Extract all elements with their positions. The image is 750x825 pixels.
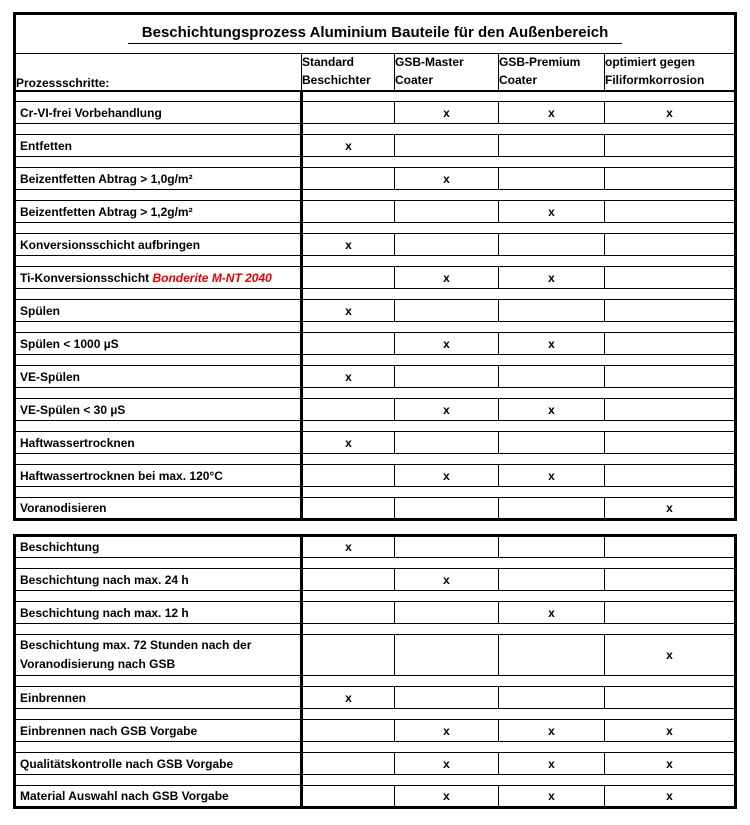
spacer-merged-cell [302, 421, 736, 432]
spacer-row [15, 676, 736, 687]
spacer-label-cell [15, 709, 302, 720]
mark-cell-empty [395, 234, 499, 256]
mark-cell-checked: x [395, 465, 499, 487]
step-label: Konversionsschicht aufbringen [20, 237, 201, 252]
step-label-line2: Voranodisierung nach GSB [20, 657, 176, 671]
title-cell [15, 14, 736, 54]
mark-cell-empty [605, 267, 736, 289]
mark-cell-checked: x [302, 536, 395, 558]
process-step-row [15, 432, 736, 454]
spacer-label-cell [15, 91, 302, 102]
spacer-merged-cell [302, 322, 736, 333]
mark-cell-checked: x [302, 366, 395, 388]
header-col-line2: Coater [499, 72, 538, 87]
spacer-label-cell [15, 421, 302, 432]
spacer-label-cell [15, 124, 302, 135]
mark-cell-checked: x [395, 753, 499, 775]
spacer-merged-cell [302, 190, 736, 201]
mark-cell-checked: x [499, 333, 605, 355]
step-label-cell [15, 399, 302, 421]
step-label: Beschichtung nach max. 12 h [20, 605, 189, 620]
spacer-row [15, 388, 736, 399]
step-label-cell [15, 635, 302, 676]
mark-cell-checked: x [605, 786, 736, 808]
spacer-row [15, 591, 736, 602]
step-label: Einbrennen nach GSB Vorgabe [20, 723, 198, 738]
step-label: Qualitätskontrolle nach GSB Vorgabe [20, 756, 234, 771]
step-label-cell [15, 432, 302, 454]
mark-cell-empty [395, 687, 499, 709]
mark-cell-checked: x [302, 135, 395, 157]
step-label: Haftwassertrocknen bei max. 120°C [20, 468, 223, 483]
process-step-row [15, 300, 736, 322]
spacer-row [15, 289, 736, 300]
step-label-cell [15, 300, 302, 322]
spacer-row [15, 322, 736, 333]
process-step-row [15, 635, 736, 676]
spacer-row [15, 91, 736, 102]
spacer-label-cell [15, 355, 302, 366]
mark-cell-checked: x [395, 786, 499, 808]
mark-cell-empty [395, 635, 499, 676]
spacer-merged-cell [302, 591, 736, 602]
spacer-label-cell [15, 742, 302, 753]
spacer-label-cell [15, 322, 302, 333]
mark-cell-checked: x [605, 102, 736, 124]
mark-cell-empty [302, 786, 395, 808]
process-step-row [15, 135, 736, 157]
process-step-row [15, 465, 736, 487]
mark-cell-checked: x [499, 602, 605, 624]
mark-cell-checked: x [395, 569, 499, 591]
mark-cell-checked: x [499, 102, 605, 124]
process-step-row [15, 498, 736, 520]
header-col-line1: GSB-Master [395, 55, 464, 70]
mark-cell-checked: x [395, 399, 499, 421]
spacer-row [15, 558, 736, 569]
mark-cell-empty [499, 168, 605, 190]
mark-cell-checked: x [302, 234, 395, 256]
spacer-merged-cell [302, 124, 736, 135]
step-label-cell [15, 234, 302, 256]
mark-cell-empty [499, 569, 605, 591]
mark-cell-empty [499, 234, 605, 256]
spacer-label-cell [15, 454, 302, 465]
step-label: Beizentfetten Abtrag > 1,0g/m² [20, 171, 193, 186]
spacer-label-cell [15, 190, 302, 201]
mark-cell-checked: x [302, 687, 395, 709]
spacer-label-cell [15, 624, 302, 635]
step-label-cell [15, 333, 302, 355]
mark-cell-empty [605, 399, 736, 421]
spacer-row [15, 709, 736, 720]
spacer-merged-cell [302, 388, 736, 399]
mark-cell-empty [605, 569, 736, 591]
step-label: Material Auswahl nach GSB Vorgabe [20, 789, 229, 803]
spacer-row [15, 355, 736, 366]
process-step-row [15, 102, 736, 124]
step-label-cell [15, 366, 302, 388]
spacer-merged-cell [302, 676, 736, 687]
mark-cell-empty [605, 465, 736, 487]
spacer-merged-cell [302, 558, 736, 569]
step-label: Beschichtung max. 72 Stunden nach der [20, 638, 252, 653]
spacer-merged-cell [302, 709, 736, 720]
process-table-body [15, 91, 736, 520]
step-label: Voranodisieren [20, 501, 107, 515]
process-step-row [15, 786, 736, 808]
header-col-line1: Standard [302, 55, 355, 70]
spacer-row [15, 256, 736, 267]
mark-cell-checked: x [499, 399, 605, 421]
step-label-cell [15, 720, 302, 742]
mark-cell-empty [499, 498, 605, 520]
mark-cell-empty [605, 300, 736, 322]
step-label-cell [15, 687, 302, 709]
spacer-row [15, 421, 736, 432]
process-table [13, 12, 737, 521]
mark-cell-checked: x [302, 300, 395, 322]
mark-cell-empty [395, 432, 499, 454]
step-label: Beizentfetten Abtrag > 1,2g/m² [20, 204, 193, 219]
mark-cell-empty [302, 602, 395, 624]
spacer-label-cell [15, 223, 302, 234]
step-label: Entfetten [20, 138, 72, 153]
mark-cell-empty [605, 201, 736, 223]
mark-cell-checked: x [395, 267, 499, 289]
spacer-merged-cell [302, 355, 736, 366]
step-label-product-red: Bonderite M-NT 2040 [149, 270, 272, 285]
spacer-merged-cell [302, 454, 736, 465]
spacer-merged-cell [302, 256, 736, 267]
step-label-cell [15, 168, 302, 190]
spacer-merged-cell [302, 157, 736, 168]
spacer-row [15, 124, 736, 135]
spacer-row [15, 157, 736, 168]
mark-cell-empty [302, 753, 395, 775]
spacer-row [15, 190, 736, 201]
mark-cell-checked: x [395, 168, 499, 190]
process-step-row [15, 267, 736, 289]
mark-cell-empty [302, 102, 395, 124]
mark-cell-checked: x [605, 498, 736, 520]
process-step-row [15, 569, 736, 591]
step-label-cell [15, 102, 302, 124]
header-col-line2: Filiformkorrosion [605, 72, 705, 87]
mark-cell-empty [395, 536, 499, 558]
spacer-merged-cell [302, 624, 736, 635]
process-step-row [15, 720, 736, 742]
mark-cell-empty [499, 432, 605, 454]
mark-cell-empty [499, 687, 605, 709]
spacer-row [15, 624, 736, 635]
step-label: Beschichtung nach max. 24 h [20, 572, 189, 587]
spacer-row [15, 775, 736, 786]
column-header-row [15, 54, 736, 91]
process-step-row [15, 687, 736, 709]
coating-table-body [15, 536, 736, 808]
process-step-row [15, 201, 736, 223]
mark-cell-checked: x [395, 102, 499, 124]
process-step-row [15, 366, 736, 388]
step-label-cell [15, 498, 302, 520]
step-label-cell [15, 536, 302, 558]
mark-cell-empty [395, 366, 499, 388]
step-label-cell [15, 135, 302, 157]
step-label: Cr-VI-frei Vorbehandlung [20, 105, 162, 120]
process-step-row [15, 333, 736, 355]
mark-cell-checked: x [499, 720, 605, 742]
mark-cell-checked: x [499, 786, 605, 808]
spacer-merged-cell [302, 223, 736, 234]
mark-cell-empty [302, 465, 395, 487]
spacer-label-cell [15, 157, 302, 168]
step-label-cell [15, 465, 302, 487]
step-label-cell [15, 569, 302, 591]
mark-cell-empty [395, 135, 499, 157]
step-label: Beschichtung [20, 540, 100, 554]
spacer-row [15, 454, 736, 465]
mark-cell-empty [605, 687, 736, 709]
header-col-line1: optimiert gegen [605, 55, 696, 70]
page-title: Beschichtungsprozess Aluminium Bauteile für den Außenbereich [128, 24, 622, 44]
mark-cell-empty [302, 569, 395, 591]
spacer-label-cell [15, 775, 302, 786]
header-gsb-premium-coater [499, 54, 605, 91]
step-label-cell [15, 753, 302, 775]
header-process-steps-label: Prozessschritte: [15, 54, 302, 91]
mark-cell-checked: x [302, 432, 395, 454]
spacer-row [15, 487, 736, 498]
spacer-merged-cell [302, 289, 736, 300]
process-step-row [15, 399, 736, 421]
step-label: VE-Spülen [20, 369, 81, 384]
mark-cell-empty [302, 498, 395, 520]
process-step-row [15, 234, 736, 256]
header-gsb-master-coater [395, 54, 499, 91]
step-label: Spülen < 1000 µS [20, 336, 119, 351]
process-step-row [15, 753, 736, 775]
mark-cell-empty [499, 635, 605, 676]
step-label: Ti-Konversionsschicht [20, 270, 150, 285]
step-label-cell [15, 201, 302, 223]
step-label-cell [15, 267, 302, 289]
mark-cell-empty [499, 366, 605, 388]
header-optimiert-filiformkorrosion [605, 54, 736, 91]
title-row [15, 14, 736, 54]
mark-cell-empty [605, 168, 736, 190]
mark-cell-empty [395, 201, 499, 223]
mark-cell-checked: x [499, 267, 605, 289]
mark-cell-empty [605, 536, 736, 558]
mark-cell-empty [302, 333, 395, 355]
mark-cell-empty [605, 135, 736, 157]
mark-cell-empty [605, 333, 736, 355]
spacer-merged-cell [302, 742, 736, 753]
mark-cell-checked: x [605, 720, 736, 742]
mark-cell-empty [499, 135, 605, 157]
mark-cell-checked: x [395, 333, 499, 355]
mark-cell-empty [302, 168, 395, 190]
spacer-label-cell [15, 558, 302, 569]
mark-cell-empty [605, 234, 736, 256]
step-label: Einbrennen [20, 690, 87, 705]
mark-cell-checked: x [499, 201, 605, 223]
mark-cell-empty [395, 602, 499, 624]
mark-cell-checked: x [395, 720, 499, 742]
process-step-row [15, 602, 736, 624]
process-step-row [15, 168, 736, 190]
header-standard-beschichter [302, 54, 395, 91]
step-label: Spülen [20, 303, 61, 318]
mark-cell-checked: x [499, 753, 605, 775]
spacer-label-cell [15, 487, 302, 498]
spacer-merged-cell [302, 775, 736, 786]
mark-cell-checked: x [605, 635, 736, 676]
step-label: Haftwassertrocknen [20, 435, 135, 450]
step-label-cell [15, 602, 302, 624]
mark-cell-empty [302, 720, 395, 742]
mark-cell-empty [499, 536, 605, 558]
header-col-line1: GSB-Premium [499, 55, 581, 70]
mark-cell-empty [499, 300, 605, 322]
mark-cell-empty [302, 635, 395, 676]
step-label: VE-Spülen < 30 µS [20, 402, 126, 417]
mark-cell-empty [302, 399, 395, 421]
header-col-line2: Beschichter [302, 72, 371, 87]
mark-cell-empty [605, 366, 736, 388]
spacer-label-cell [15, 289, 302, 300]
spacer-label-cell [15, 388, 302, 399]
mark-cell-empty [395, 498, 499, 520]
mark-cell-checked: x [499, 465, 605, 487]
spacer-label-cell [15, 591, 302, 602]
header-col-line2: Coater [395, 72, 434, 87]
process-step-row [15, 536, 736, 558]
mark-cell-empty [302, 267, 395, 289]
spacer-label-cell [15, 676, 302, 687]
mark-cell-empty [605, 602, 736, 624]
coating-table [13, 534, 737, 809]
spacer-merged-cell [302, 91, 736, 102]
spacer-label-cell [15, 256, 302, 267]
step-label-cell [15, 786, 302, 808]
spacer-merged-cell [302, 487, 736, 498]
mark-cell-empty [605, 432, 736, 454]
mark-cell-checked: x [605, 753, 736, 775]
spacer-row [15, 742, 736, 753]
spacer-row [15, 223, 736, 234]
mark-cell-empty [395, 300, 499, 322]
mark-cell-empty [302, 201, 395, 223]
